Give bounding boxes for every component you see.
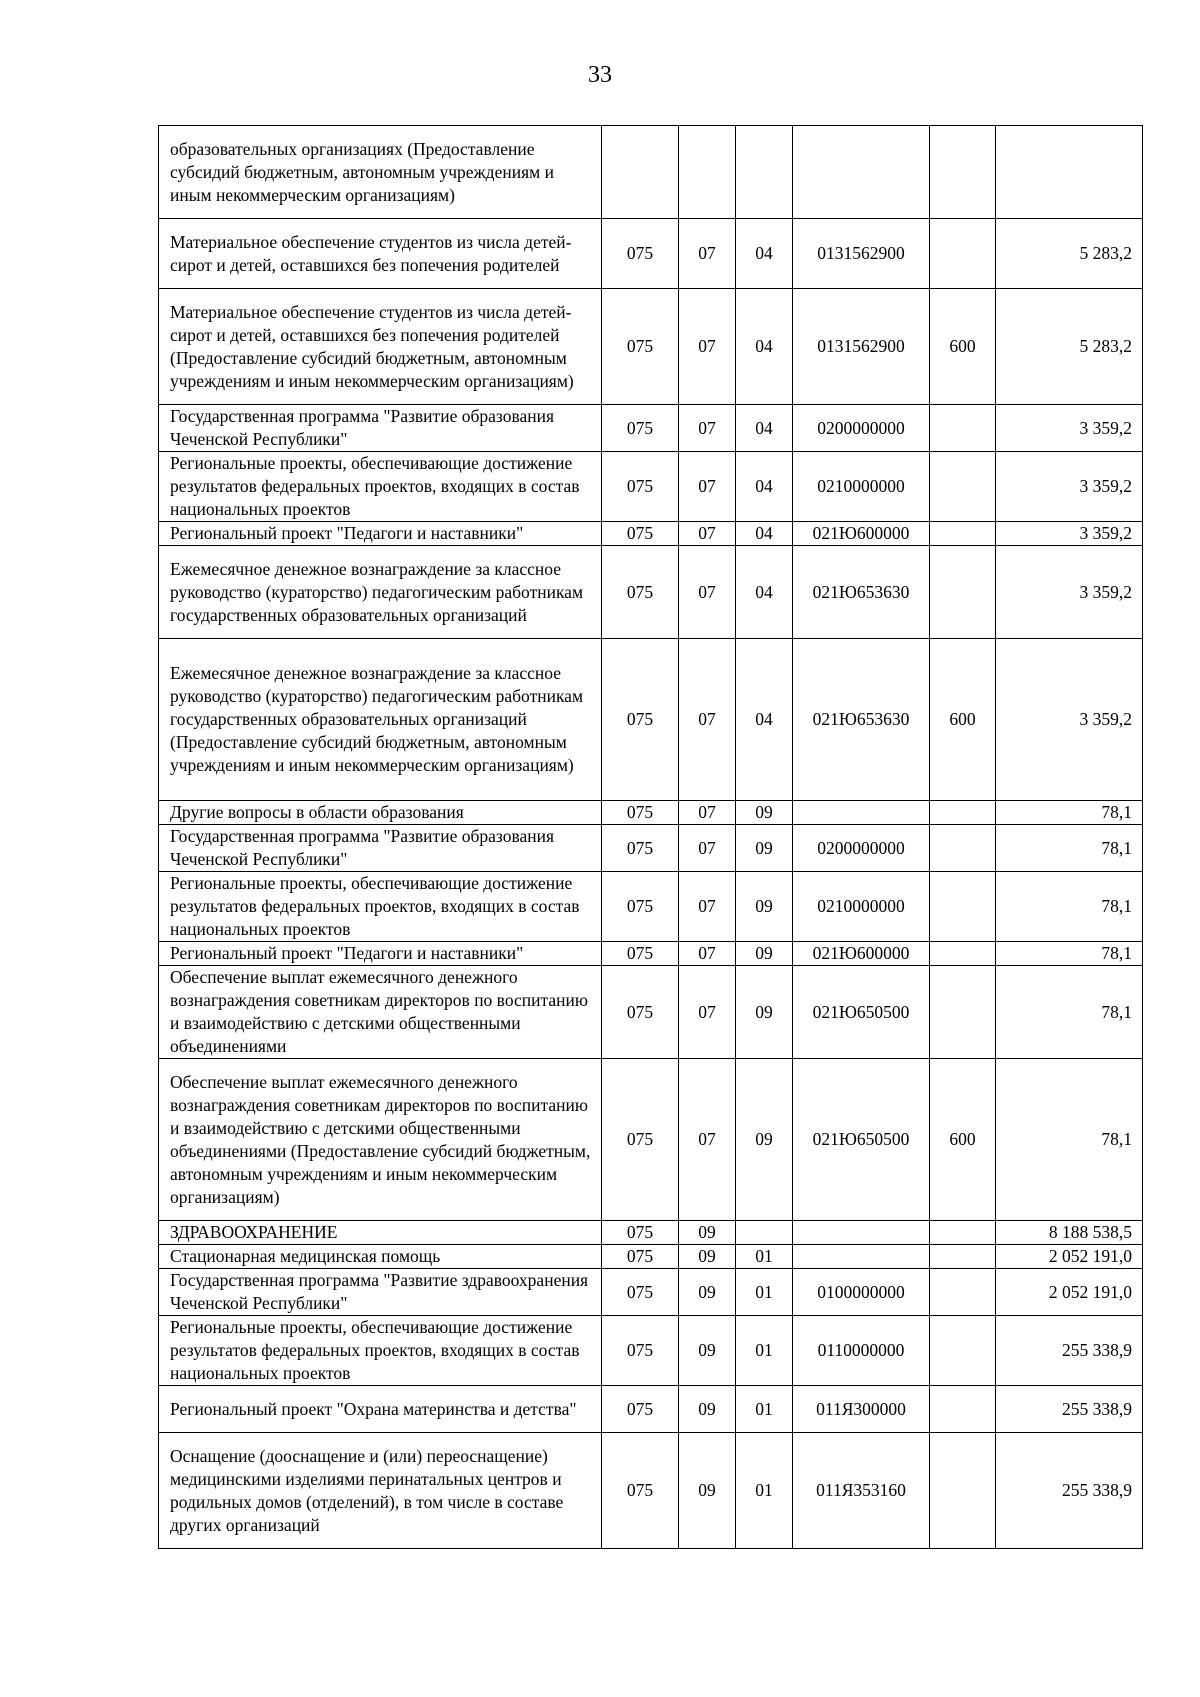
row-name: Стационарная медицинская помощь: [159, 1245, 602, 1269]
row-gr: 075: [602, 1433, 679, 1549]
row-pr: 04: [736, 522, 793, 546]
row-csr: 021Ю653630: [793, 546, 930, 639]
row-sum: 2 052 191,0: [996, 1245, 1143, 1269]
row-pr: 01: [736, 1316, 793, 1386]
table-row: [159, 219, 1143, 289]
row-sum: 3 359,2: [996, 522, 1143, 546]
row-name: Ежемесячное денежное вознаграждение за классное руководство (кураторство) педагогическим работникам государственных образовательных организаций: [159, 546, 602, 639]
row-rz: 07: [679, 825, 736, 872]
row-sum: 5 283,2: [996, 219, 1143, 289]
row-vr: 600: [930, 639, 996, 801]
row-name: Обеспечение выплат ежемесячного денежного вознаграждения советникам директоров по воспитанию и взаимодействию с детскими общественными объединениями: [159, 966, 602, 1059]
row-gr: 075: [602, 1316, 679, 1386]
table-row: [159, 825, 1143, 872]
row-csr: 021Ю653630: [793, 639, 930, 801]
row-sum: 5 283,2: [996, 289, 1143, 405]
row-gr: 075: [602, 825, 679, 872]
row-gr: 075: [602, 522, 679, 546]
row-sum: 3 359,2: [996, 405, 1143, 452]
row-gr: 075: [602, 639, 679, 801]
row-gr: [602, 126, 679, 219]
row-name: Государственная программа "Развитие образования Чеченской Республики": [159, 405, 602, 452]
row-csr: [793, 1245, 930, 1269]
row-pr: 09: [736, 872, 793, 942]
row-rz: 07: [679, 522, 736, 546]
row-csr: 0131562900: [793, 219, 930, 289]
row-sum: 255 338,9: [996, 1316, 1143, 1386]
row-vr: [930, 546, 996, 639]
row-sum: 3 359,2: [996, 546, 1143, 639]
row-gr: 075: [602, 405, 679, 452]
row-pr: 01: [736, 1433, 793, 1549]
table-row: [159, 801, 1143, 825]
row-vr: [930, 942, 996, 966]
row-vr: [930, 1221, 996, 1245]
row-gr: 075: [602, 872, 679, 942]
row-csr: 011Я353160: [793, 1433, 930, 1549]
row-pr: 04: [736, 219, 793, 289]
row-vr: 600: [930, 289, 996, 405]
row-csr: 011Я300000: [793, 1386, 930, 1433]
row-name: Государственная программа "Развитие здравоохранения Чеченской Республики": [159, 1269, 602, 1316]
row-vr: [930, 452, 996, 522]
table-row: [159, 872, 1143, 942]
row-csr: 021Ю650500: [793, 966, 930, 1059]
table-row: [159, 1433, 1143, 1549]
row-vr: [930, 126, 996, 219]
row-sum: 78,1: [996, 825, 1143, 872]
row-vr: 600: [930, 1059, 996, 1221]
row-rz: 09: [679, 1245, 736, 1269]
table-row: [159, 1059, 1143, 1221]
row-name: Материальное обеспечение студентов из числа детей-сирот и детей, оставшихся без попечения родителей (Предоставление субсидий бюджетным, автономным учреждениям и иным некоммерческим организациям): [159, 289, 602, 405]
row-vr: [930, 1245, 996, 1269]
row-name: Ежемесячное денежное вознаграждение за классное руководство (кураторство) педагогическим работникам государственных образовательных организаций (Предоставление субсидий бюджетным, автономным учреждениям и иным некоммерческим организациям): [159, 639, 602, 801]
row-pr: 04: [736, 452, 793, 522]
row-vr: [930, 522, 996, 546]
row-rz: 07: [679, 872, 736, 942]
row-rz: 07: [679, 942, 736, 966]
row-vr: [930, 872, 996, 942]
row-name: Региональные проекты, обеспечивающие достижение результатов федеральных проектов, входящих в состав национальных проектов: [159, 872, 602, 942]
row-gr: 075: [602, 219, 679, 289]
row-name: Региональный проект "Педагоги и наставники": [159, 942, 602, 966]
row-rz: 09: [679, 1269, 736, 1316]
row-pr: 01: [736, 1386, 793, 1433]
table-row: [159, 966, 1143, 1059]
row-pr: 04: [736, 546, 793, 639]
row-csr: 0200000000: [793, 405, 930, 452]
row-pr: 09: [736, 825, 793, 872]
table-row: [159, 1316, 1143, 1386]
table-row: [159, 452, 1143, 522]
table-row: [159, 522, 1143, 546]
row-csr: 021Ю650500: [793, 1059, 930, 1221]
row-pr: [736, 1221, 793, 1245]
row-rz: 09: [679, 1433, 736, 1549]
row-vr: [930, 825, 996, 872]
row-vr: [930, 1386, 996, 1433]
row-csr: [793, 1221, 930, 1245]
row-pr: 04: [736, 289, 793, 405]
row-csr: 0210000000: [793, 452, 930, 522]
row-name: Государственная программа "Развитие образования Чеченской Республики": [159, 825, 602, 872]
row-rz: 09: [679, 1316, 736, 1386]
row-name: Обеспечение выплат ежемесячного денежного вознаграждения советникам директоров по воспитанию и взаимодействию с детскими общественными объединениями (Предоставление субсидий бюджетным, автономным учреждениям и иным некоммерческим организациям): [159, 1059, 602, 1221]
row-sum: 3 359,2: [996, 452, 1143, 522]
row-gr: 075: [602, 452, 679, 522]
row-pr: 01: [736, 1269, 793, 1316]
row-rz: 07: [679, 405, 736, 452]
row-sum: 8 188 538,5: [996, 1221, 1143, 1245]
row-name: Региональные проекты, обеспечивающие достижение результатов федеральных проектов, входящих в состав национальных проектов: [159, 452, 602, 522]
row-pr: 09: [736, 966, 793, 1059]
row-csr: [793, 801, 930, 825]
row-sum: 78,1: [996, 872, 1143, 942]
row-csr: 021Ю600000: [793, 942, 930, 966]
row-vr: [930, 405, 996, 452]
row-pr: 04: [736, 405, 793, 452]
row-gr: 075: [602, 801, 679, 825]
row-gr: 075: [602, 966, 679, 1059]
row-csr: 0131562900: [793, 289, 930, 405]
table-row: [159, 405, 1143, 452]
row-sum: 78,1: [996, 1059, 1143, 1221]
row-csr: 0110000000: [793, 1316, 930, 1386]
table-row: [159, 639, 1143, 801]
row-rz: 07: [679, 1059, 736, 1221]
row-rz: 07: [679, 546, 736, 639]
row-rz: 07: [679, 966, 736, 1059]
row-name: образовательных организациях (Предоставление субсидий бюджетным, автономным учреждениям и иным некоммерческим организациям): [159, 126, 602, 219]
row-pr: 09: [736, 1059, 793, 1221]
row-csr: 0210000000: [793, 872, 930, 942]
row-name: Региональный проект "Педагоги и наставники": [159, 522, 602, 546]
row-pr: 09: [736, 942, 793, 966]
row-rz: 07: [679, 639, 736, 801]
row-rz: 07: [679, 219, 736, 289]
row-name: Региональный проект "Охрана материнства и детства": [159, 1386, 602, 1433]
row-sum: 3 359,2: [996, 639, 1143, 801]
row-sum: 255 338,9: [996, 1386, 1143, 1433]
row-csr: 0100000000: [793, 1269, 930, 1316]
row-rz: 07: [679, 801, 736, 825]
table-row: [159, 126, 1143, 219]
row-vr: [930, 966, 996, 1059]
row-sum: 2 052 191,0: [996, 1269, 1143, 1316]
row-vr: [930, 801, 996, 825]
row-vr: [930, 1269, 996, 1316]
budget-table: [158, 125, 1143, 1549]
row-vr: [930, 1433, 996, 1549]
row-gr: 075: [602, 1221, 679, 1245]
row-csr: 021Ю600000: [793, 522, 930, 546]
row-rz: 07: [679, 289, 736, 405]
row-name: Региональные проекты, обеспечивающие достижение результатов федеральных проектов, входящих в состав национальных проектов: [159, 1316, 602, 1386]
row-sum: 255 338,9: [996, 1433, 1143, 1549]
row-pr: 04: [736, 639, 793, 801]
row-rz: 07: [679, 452, 736, 522]
row-gr: 075: [602, 289, 679, 405]
row-vr: [930, 1316, 996, 1386]
row-rz: [679, 126, 736, 219]
row-vr: [930, 219, 996, 289]
row-sum: 78,1: [996, 801, 1143, 825]
page-number: 33: [588, 62, 612, 88]
row-pr: [736, 126, 793, 219]
row-gr: 075: [602, 1386, 679, 1433]
row-gr: 075: [602, 942, 679, 966]
row-sum: 78,1: [996, 966, 1143, 1059]
row-name: Материальное обеспечение студентов из числа детей-сирот и детей, оставшихся без попечения родителей: [159, 219, 602, 289]
row-sum: 78,1: [996, 942, 1143, 966]
table-row: [159, 942, 1143, 966]
row-gr: 075: [602, 1059, 679, 1221]
table-row: [159, 546, 1143, 639]
row-name: ЗДРАВООХРАНЕНИЕ: [159, 1221, 602, 1245]
row-csr: 0200000000: [793, 825, 930, 872]
row-csr: [793, 126, 930, 219]
row-pr: 01: [736, 1245, 793, 1269]
table-row: [159, 1245, 1143, 1269]
row-gr: 075: [602, 1245, 679, 1269]
table-row: [159, 1269, 1143, 1316]
row-name: Оснащение (дооснащение и (или) переоснащение) медицинскими изделиями перинатальных центров и родильных домов (отделений), в том числе в составе других организаций: [159, 1433, 602, 1549]
row-name: Другие вопросы в области образования: [159, 801, 602, 825]
row-rz: 09: [679, 1386, 736, 1433]
table-row: [159, 289, 1143, 405]
row-sum: [996, 126, 1143, 219]
row-pr: 09: [736, 801, 793, 825]
row-rz: 09: [679, 1221, 736, 1245]
table-row: [159, 1221, 1143, 1245]
row-gr: 075: [602, 546, 679, 639]
table-row: [159, 1386, 1143, 1433]
row-gr: 075: [602, 1269, 679, 1316]
